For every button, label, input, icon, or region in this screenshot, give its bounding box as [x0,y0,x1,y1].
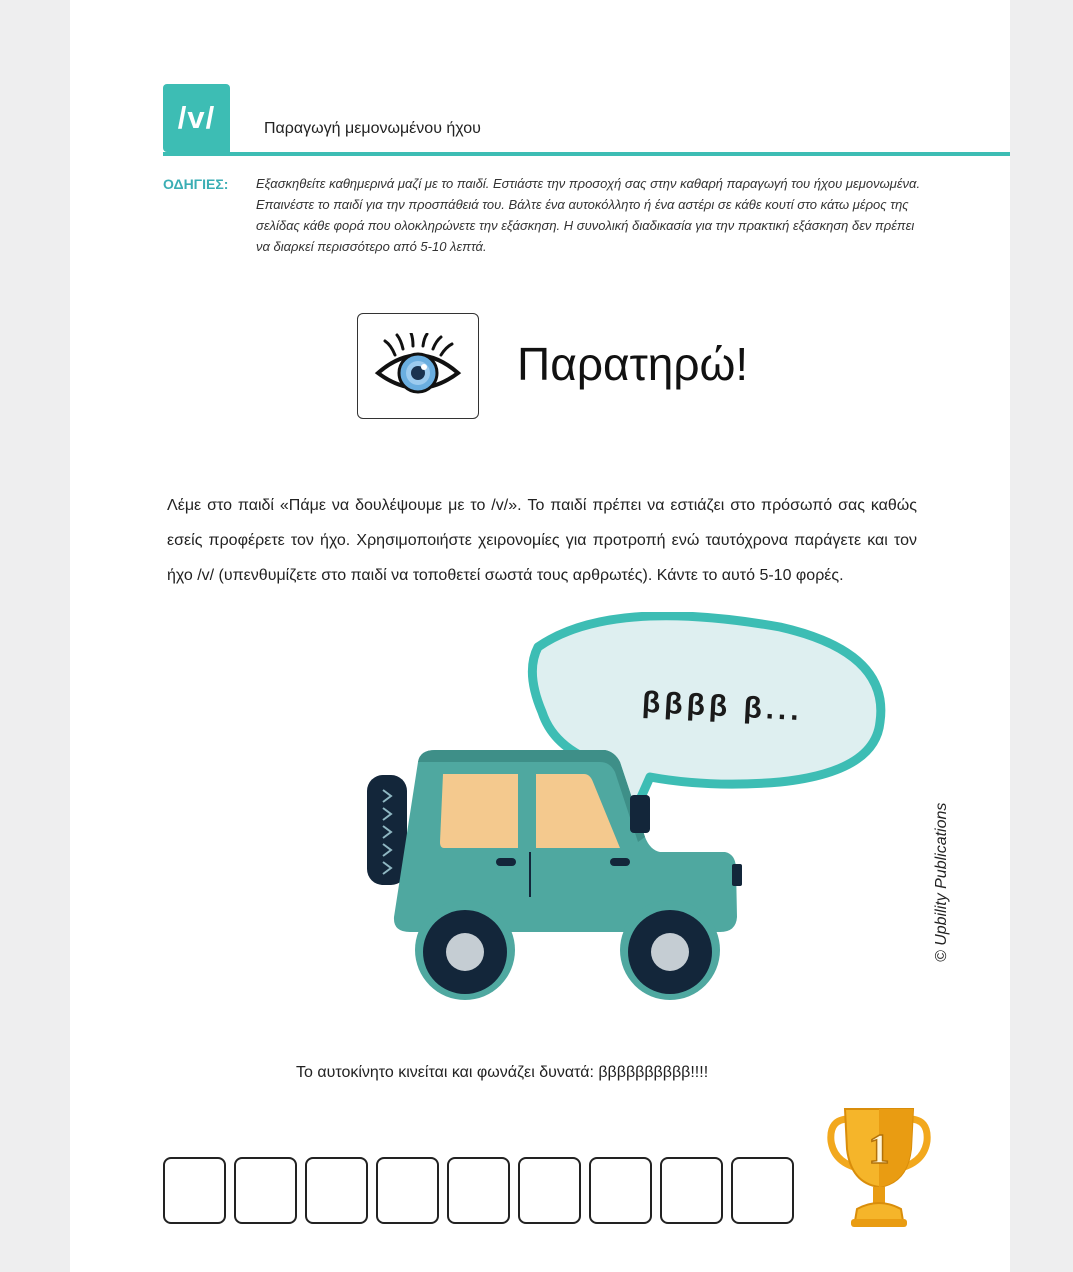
jeep-scene [280,612,890,1012]
sticker-box[interactable] [305,1157,368,1224]
sticker-box[interactable] [163,1157,226,1224]
sticker-box[interactable] [518,1157,581,1224]
sticker-box[interactable] [447,1157,510,1224]
activity-title: Παρατηρώ! [517,338,749,390]
trophy-label: 1 [868,1127,890,1173]
sticker-box[interactable] [376,1157,439,1224]
sticker-box[interactable] [731,1157,794,1224]
instructions-label: ΟΔΗΓΙΕΣ: [163,176,229,192]
trophy-icon [827,1105,931,1231]
copyright-text: © Upbility Publications [933,802,950,962]
bubble-text: ββββ β... [641,685,804,728]
sticker-box[interactable] [234,1157,297,1224]
sticker-boxes [163,1157,794,1224]
sticker-box[interactable] [589,1157,652,1224]
sound-badge: /v/ [163,84,230,152]
header-rule [163,152,1010,156]
header-title: Παραγωγή μεμονωμένου ήχου [264,120,481,137]
caption-text: Το αυτοκίνητο κινείται και φωνάζει δυνατά: ββββββββββ!!!! [296,1064,709,1081]
instructions-text: Εξασκηθείτε καθημερινά μαζί με το παιδί. Εστιάστε την προσοχή σας στην καθαρή παραγωγή του ήχου μεμονωμένα. Επαινέστε το παιδί για την προσπάθειά του. Βάλτε ένα αυτοκόλλητο ή ένα αστέρι σε κάθε κουτί στο κάτω μέρος της σελίδας κάθε φορά που ολοκληρώνετε την εξάσκηση. Η συνολική διαδικασία για την πρακτική εξάσκηση δεν πρέπει να διαρκεί περισσότερο από 5-10 λεπτά. [256,176,921,254]
worksheet-page [70,0,1010,1272]
sticker-box[interactable] [660,1157,723,1224]
eye-icon [373,333,463,399]
jeep-illustration [367,750,742,1000]
eye-icon-box [357,313,479,419]
instruction-paragraph: Λέμε στο παιδί «Πάμε να δουλέψουμε με το /v/». Το παιδί πρέπει να εστιάζει στο πρόσωπό σας καθώς εσείς προφέρετε τον ήχο. Χρησιμοποιήστε χειρονομίες για προτροπή ενώ ταυτόχρονα παράγετε και τον ήχο /v/ (υπενθυμίζετε στο παιδί να τοποθετεί σωστά τους αρθρωτές). Κάντε το αυτό 5-10 φορές. [167,497,917,584]
